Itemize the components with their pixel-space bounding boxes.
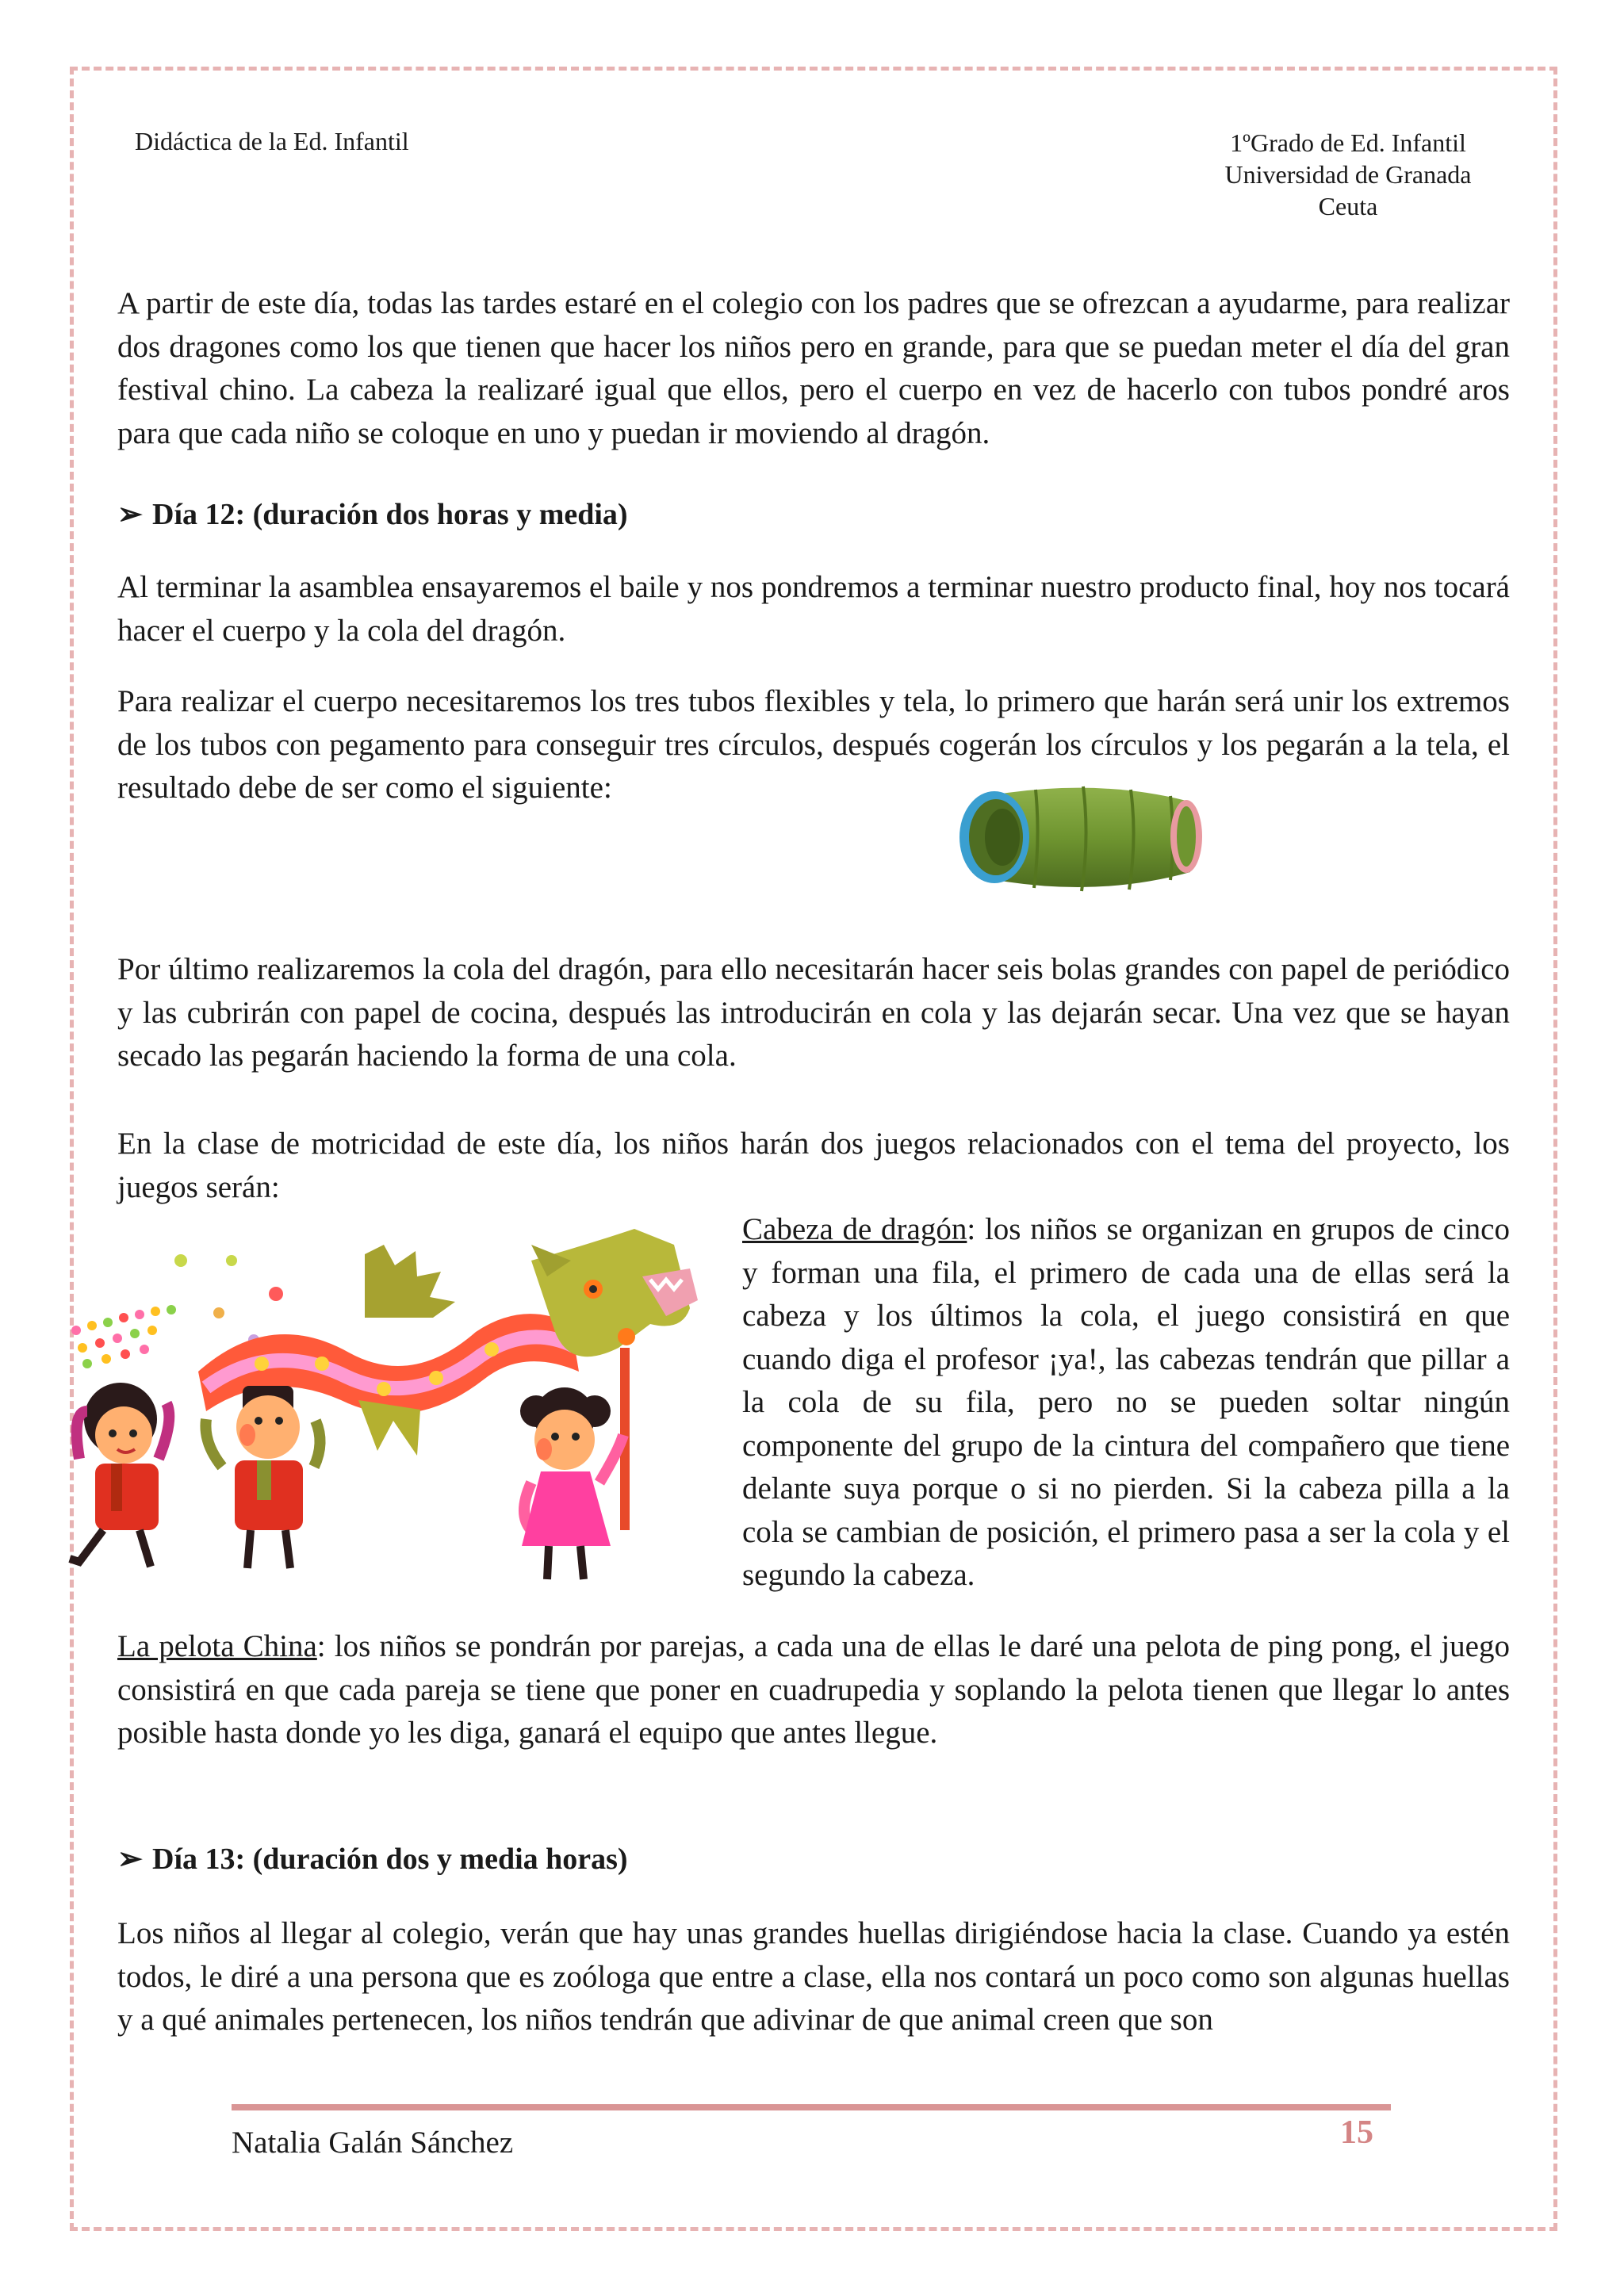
child-left xyxy=(70,1383,169,1567)
heading-day-12 xyxy=(117,496,628,532)
header-line-university: Universidad de Granada xyxy=(1224,160,1472,189)
paragraph-intro: A partir de este día, todas las tardes estaré en el colegio con los padres que se ofrezcan a ayudarme, para realizar dos dragones como los que tienen que hacer los niños pero en grande, para que se puedan meter el día del gran festival chino. La cabeza la realizaré igual que ellos, pero el cuerpo en vez de hacerlo con tubos pondré aros para que cada niño se coloque en uno y puedan ir moviendo al dragón. xyxy=(117,286,1510,450)
heading-day-12-text: Día 12: (duración dos horas y media) xyxy=(152,497,628,531)
header-course: Didáctica de la Ed. Infantil xyxy=(135,127,409,155)
page-number: 15 xyxy=(1340,2114,1373,2151)
footer-author: Natalia Galán Sánchez xyxy=(232,2126,514,2160)
footer-rule xyxy=(232,2104,1391,2110)
child-right xyxy=(520,1387,623,1579)
header-institution xyxy=(1189,127,1507,222)
paragraph-body-construction: Para realizar el cuerpo necesitaremos los tres tubos flexibles y tela, lo primero que harán será unir los extremos de los tubos con pegamento para conseguir tres círculos, después cogerán los círculos y los pegarán a la tela, el resultado debe de ser como el siguiente: xyxy=(117,684,1510,805)
paragraph-tail: Por último realizaremos la cola del dragón, para ello necesitarán hacer seis bolas grandes con papel de periódico y las cubrirán con papel de cocina, después las introducirán en cola y las dejarán secar. Una vez que se hayan secado las pegarán haciendo la forma de una cola. xyxy=(117,952,1510,1073)
heading-day-13-text: Día 13: (duración dos y media horas) xyxy=(152,1842,628,1876)
paragraph-assembly: Al terminar la asamblea ensayaremos el baile y nos pondremos a terminar nuestro producto final, hoy nos tocará hacer el cuerpo y la cola del dragón. xyxy=(117,570,1510,648)
game-dragon-head-description: : los niños se organizan en grupos de cinco y forman una fila, el primero de cada una de ellas será la cabeza y los últimos la cola, el juego consistirá en que cuando diga el profesor ¡ya!, las cabezas tendrán que pillar a la cola de su fila, pero no se pueden soltar ningún componente del grupo de la cintura del compañero que tiene delante suya porque o si no pierden. Si la cabeza pilla a la cola se cambian de posición, el primero pasa a ser la cola y el segundo la cabeza. xyxy=(742,1212,1510,1592)
green-tunnel-image xyxy=(948,779,1210,897)
game-chinese-ball xyxy=(117,1625,1510,1755)
game-chinese-ball-description: : los niños se pondrán por parejas, a cada una de ellas le daré una pelota de ping pong, el juego consistirá en que cada pareja se tiene que poner en cuadrupedia y soplando la pelota tienen que llegar lo antes posible hasta donde yo les diga, ganará el equipo que antes llegue. xyxy=(117,1629,1510,1750)
arrow-bullet-icon: ➢ xyxy=(117,498,143,531)
heading-day-13 xyxy=(117,1841,628,1877)
child-middle xyxy=(205,1386,320,1568)
game-chinese-ball-title: La pelota China xyxy=(117,1629,317,1663)
arrow-bullet-icon: ➢ xyxy=(117,1843,143,1876)
dragon-dance-illustration xyxy=(63,1213,698,1594)
paragraph-footprints: Los niños al llegar al colegio, verán que hay unas grandes huellas dirigiéndose hacia la clase. Cuando ya estén todos, le diré a una persona que es zoóloga que entre a clase, ella nos contará un poco como son algunas huellas y a qué animales pertenecen, los niños tendrán que adivinar de que animal creen que son xyxy=(117,1916,1510,2037)
game-dragon-head-title: Cabeza de dragón xyxy=(742,1212,967,1246)
header-line-degree: 1ºGrado de Ed. Infantil xyxy=(1230,128,1466,157)
header-line-city: Ceuta xyxy=(1318,192,1378,220)
game-dragon-head xyxy=(742,1208,1510,1598)
paragraph-motor-class: En la clase de motricidad de este día, los niños harán dos juegos relacionados con el tema del proyecto, los juegos serán: xyxy=(117,1127,1510,1204)
